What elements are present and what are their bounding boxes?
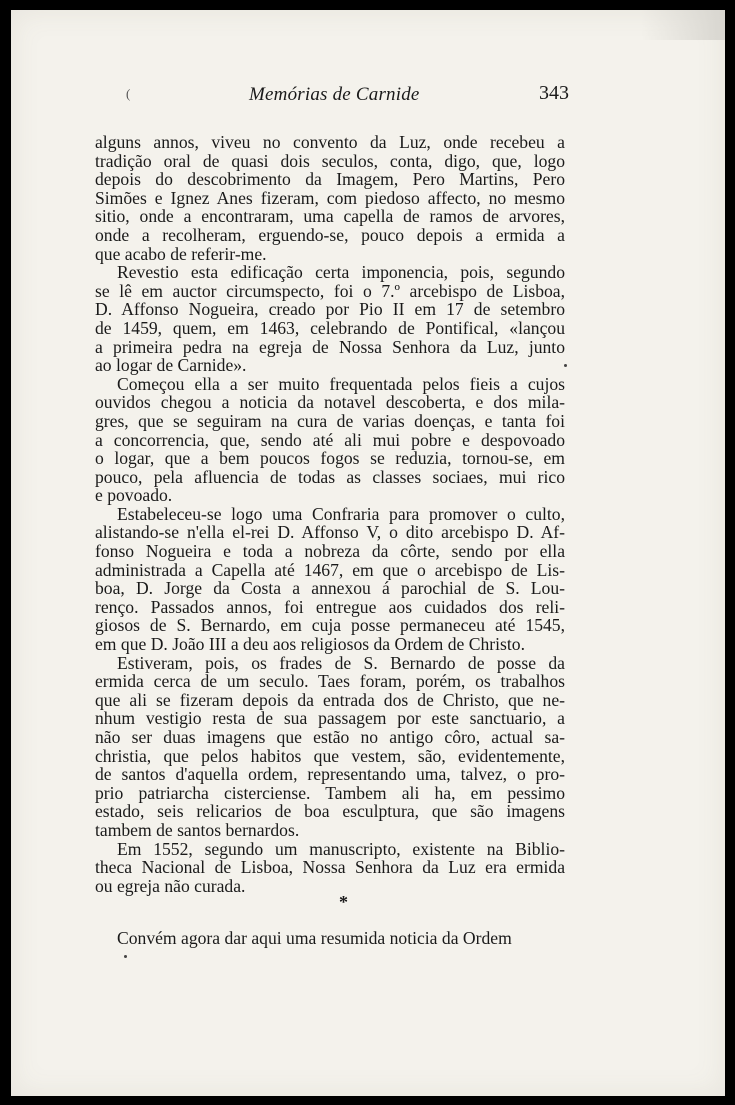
text-line: Simões e Ignez Anes fizeram, com piedoso affecto, no mesmo bbox=[95, 187, 565, 208]
text-line: não ser duas imagens que estão no antigo côro, actual sa- bbox=[95, 727, 565, 747]
text-line: fonso Nogueira e toda a nobreza da côrte, sendo por ella bbox=[95, 541, 565, 562]
text-line: Estabeleceu-se logo uma Confraria para promover o culto, bbox=[117, 503, 565, 524]
text-line: D. Affonso Nogueira, creado por Pio II em 17 de setembro bbox=[95, 299, 565, 320]
text-line: Estiveram, pois, os frades de S. Bernardo de posse da bbox=[117, 652, 565, 673]
text-line: nhum vestigio resta de sua passagem por este sanctuario, a bbox=[95, 708, 565, 729]
running-title: Memórias de Carnide bbox=[249, 84, 420, 105]
text-line: em que D. João III a deu aos religiosos da Ordem de Christo. bbox=[95, 634, 525, 655]
book-page bbox=[11, 10, 725, 1096]
text-line: ouvidos chegou a noticia da notavel descoberta, e dos mila- bbox=[95, 392, 565, 413]
text-line: que acabo de referir-me. bbox=[95, 243, 267, 264]
text-line: onde a recolheram, erguendo-se, pouco depois a ermida a bbox=[95, 224, 565, 245]
text-line: sitio, onde a encontraram, uma capella de ramos de arvores, bbox=[95, 206, 565, 227]
text-line: administrada a Capella até 1467, em que o arcebispo de Lis- bbox=[95, 559, 565, 580]
text-line: e povoado. bbox=[95, 485, 173, 506]
text-line: pouco, pela afluencia de todas as classes sociaes, mui rico bbox=[95, 466, 565, 487]
text-line: christia, que pelos habitos que vestem, são, evidentemente, bbox=[95, 745, 565, 766]
text-line: prio patriarcha cisterciense. Tambem ali ha, em pessimo bbox=[95, 782, 565, 803]
text-line: de 1459, quem, em 1463, celebrando de Pontifical, «lançou bbox=[95, 317, 565, 338]
body-text bbox=[95, 133, 565, 895]
ink-speck bbox=[124, 955, 127, 958]
text-line: gres, que se seguiram na cura de varias doenças, e tanta foi bbox=[95, 410, 565, 431]
text-line: theca Nacional de Lisboa, Nossa Senhora da Luz era ermida bbox=[95, 857, 565, 878]
text-line: a primeira pedra na egreja de Nossa Senhora da Luz, junto bbox=[95, 336, 565, 357]
margin-mark: ( bbox=[126, 86, 131, 101]
text-line: renço. Passados annos, foi entregue aos cuidados dos reli- bbox=[95, 596, 565, 617]
running-header bbox=[11, 84, 725, 114]
text-line: Convém agora dar aqui uma resumida noticia da Ordem bbox=[117, 928, 512, 948]
page-number: 343 bbox=[539, 82, 569, 104]
text-line: tambem de santos bernardos. bbox=[95, 819, 300, 840]
text-line: a concorrencia, que, sendo até ali mui pobre e despovoado bbox=[95, 429, 565, 450]
text-line: giosos de S. Bernardo, em cuja posse permaneceu até 1545, bbox=[95, 615, 565, 636]
text-line: alistando-se n'ella el-rei D. Affonso V, o dito arcebispo D. Af- bbox=[95, 522, 565, 543]
text-line: Começou ella a ser muito frequentada pelos fieis a cujos bbox=[117, 373, 565, 394]
text-line: estado, seis relicarios de boa esculptura, que são imagens bbox=[95, 801, 565, 822]
closing-paragraph bbox=[117, 928, 577, 947]
text-line: o logar, que a bem poucos fogos se reduzia, tornou-se, em bbox=[95, 448, 565, 469]
text-line: Revestio esta edificação certa imponencia, pois, segundo bbox=[117, 262, 565, 283]
text-line: de santos d'aquella ordem, representando uma, talvez, o pro- bbox=[95, 764, 565, 785]
ink-speck bbox=[564, 364, 567, 367]
text-line: alguns annos, viveu no convento da Luz, onde recebeu a bbox=[95, 132, 565, 152]
text-line: Em 1552, segundo um manuscripto, existente na Biblio- bbox=[117, 838, 565, 859]
text-line: que ali se fizeram depois da entrada dos de Christo, que ne- bbox=[95, 689, 565, 710]
text-line: boa, D. Jorge da Costa a annexou á parochial de S. Lou- bbox=[95, 578, 565, 599]
text-line: ao logar de Carnide». bbox=[95, 355, 247, 376]
text-line: tradição oral de quasi dois seculos, conta, digo, que, logo bbox=[95, 150, 565, 171]
page-edge-shadow bbox=[641, 10, 725, 40]
text-line: ou egreja não curada. bbox=[95, 875, 246, 896]
section-separator: * bbox=[339, 892, 348, 912]
text-line: se lê em auctor circumspecto, foi o 7.º arcebispo de Lisboa, bbox=[95, 280, 565, 301]
text-line: ermida cerca de um seculo. Taes foram, porém, os trabalhos bbox=[95, 671, 565, 692]
text-line: depois do descobrimento da Imagem, Pero Martins, Pero bbox=[95, 169, 565, 190]
